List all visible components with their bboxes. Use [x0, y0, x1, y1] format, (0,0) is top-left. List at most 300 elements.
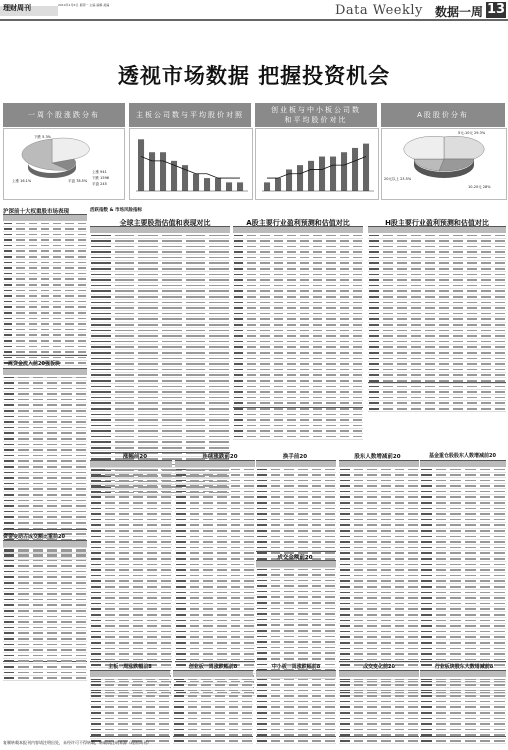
table-cell: [91, 608, 101, 610]
table-cell: [408, 695, 418, 697]
table-cell: [115, 447, 135, 449]
table-row: [339, 739, 419, 745]
table-cell: [312, 596, 322, 598]
table-cell: [209, 369, 229, 371]
table-cell: [105, 608, 115, 610]
table-cell: [383, 335, 393, 337]
table-cell: [494, 679, 505, 681]
brand-logo: 理财周刊: [3, 4, 31, 12]
table-cell: [132, 690, 142, 692]
table-cell: [436, 592, 447, 594]
table-cell: [18, 677, 28, 679]
table-cell: [231, 653, 241, 655]
table-cell: [209, 374, 229, 376]
table-cell: [340, 536, 350, 538]
table-cell: [421, 648, 432, 650]
table-cell: [47, 582, 57, 584]
table-cell: [47, 604, 57, 606]
table-cell: [397, 341, 407, 343]
table-cell: [480, 648, 491, 650]
table-cell: [146, 723, 156, 725]
table-cell: [188, 706, 198, 708]
table-cell: [354, 636, 364, 638]
table-cell: [217, 552, 227, 554]
table-cell: [53, 290, 61, 292]
table-cell: [162, 346, 182, 348]
table-cell: [298, 513, 308, 515]
table-cell: [284, 658, 294, 660]
table-cell: [247, 402, 256, 404]
table-cell: [147, 552, 157, 554]
table-cell: [340, 729, 350, 731]
table-cell: [381, 684, 391, 686]
table-cell: [340, 706, 350, 708]
table-cell: [450, 653, 461, 655]
table-cell: [408, 519, 418, 521]
table-cell: [340, 636, 350, 638]
table-cell: [411, 279, 421, 281]
table-cell: [425, 397, 435, 399]
table-cell: [260, 346, 269, 348]
table-cell: [325, 658, 335, 660]
table-cell: [115, 391, 135, 393]
table-cell: [453, 386, 463, 388]
table-cell: [201, 718, 211, 720]
table-cell: [467, 352, 477, 354]
table-cell: [78, 306, 86, 308]
table-cell: [201, 729, 211, 731]
table-cell: [33, 438, 43, 440]
table-cell: [119, 636, 129, 638]
table-cell: [119, 625, 129, 627]
table-cell: [47, 672, 57, 674]
table-cell: [18, 399, 28, 401]
table-cell: [190, 625, 200, 627]
table-cell: [325, 712, 335, 714]
table-cell: [326, 324, 335, 326]
table-cell: [408, 536, 418, 538]
table-cell: [354, 653, 364, 655]
table-cell: [313, 235, 322, 237]
table-cell: [425, 330, 435, 332]
table-cell: [425, 346, 435, 348]
pie1-legend-down: 下跌 1596: [92, 176, 110, 180]
table-cell: [53, 301, 61, 303]
table-cell: [244, 536, 254, 538]
table-cell: [16, 346, 24, 348]
table-cell: [16, 329, 24, 331]
table-cell: [147, 648, 157, 650]
table-cell: [381, 597, 391, 599]
table-cell: [257, 596, 267, 598]
table-cell: [340, 363, 349, 365]
table-cell: [284, 547, 294, 549]
table-cell: [381, 552, 391, 554]
table-cell: [450, 631, 461, 633]
table-cell: [176, 502, 186, 504]
table-cell: [421, 524, 432, 526]
table-cell: [33, 444, 43, 446]
table-cell: [217, 642, 227, 644]
table-cell: [115, 246, 135, 248]
table-cell: [257, 591, 267, 593]
table-cell: [425, 296, 435, 298]
table-cell: [76, 582, 86, 584]
table-cell: [383, 302, 393, 304]
table-cell: [209, 324, 229, 326]
table-cell: [78, 284, 86, 286]
table-cell: [381, 648, 391, 650]
table-cell: [229, 718, 239, 720]
table-cell: [425, 391, 435, 393]
table-cell: [439, 296, 449, 298]
table-cell: [41, 295, 49, 297]
table-cell: [176, 485, 186, 487]
table-cell: [257, 734, 267, 736]
table-cell: [161, 597, 171, 599]
table-cell: [354, 706, 364, 708]
table-cell: [247, 268, 256, 270]
table-cell: [439, 358, 449, 360]
table-cell: [115, 425, 135, 427]
table-cell: [325, 695, 335, 697]
table-cell: [162, 302, 182, 304]
table-cell: [381, 513, 391, 515]
table-cell: [340, 513, 350, 515]
table-cell: [340, 519, 350, 521]
table-cell: [480, 569, 491, 571]
table-cell: [186, 358, 206, 360]
table-cell: [47, 444, 57, 446]
table-cell: [91, 586, 101, 588]
table-cell: [313, 307, 322, 309]
table-cell: [16, 234, 24, 236]
table-cell: [480, 712, 491, 714]
table-cell: [41, 223, 49, 225]
table-cell: [408, 508, 418, 510]
table-cell: [453, 352, 463, 354]
table-cell: [18, 388, 28, 390]
table-cell: [340, 485, 350, 487]
table-cell: [425, 341, 435, 343]
table-cell: [244, 653, 254, 655]
table-cell: [244, 592, 254, 594]
table-cell: [271, 485, 281, 487]
table-cell: [33, 500, 43, 502]
table-cell: [325, 474, 335, 476]
table-cell: [313, 369, 322, 371]
table-cell: [450, 547, 461, 549]
table-cell: [467, 358, 477, 360]
table-cell: [138, 268, 158, 270]
table-cell: [257, 574, 267, 576]
table-cell: [138, 318, 158, 320]
table-cell: [33, 588, 43, 590]
table-cell: [33, 516, 43, 518]
table-cell: [367, 723, 377, 725]
table-cell: [18, 421, 28, 423]
table-cell: [161, 508, 171, 510]
table-cell: [481, 257, 491, 259]
table-cell: [411, 235, 421, 237]
table-cell: [53, 312, 61, 314]
table-cell: [29, 329, 37, 331]
table-cell: [4, 399, 14, 401]
table-cell: [231, 636, 241, 638]
table-cell: [465, 536, 476, 538]
table-cell: [257, 536, 267, 538]
table-cell: [217, 569, 227, 571]
table-cell: [231, 614, 241, 616]
table-cell: [91, 508, 101, 510]
table-cell: [186, 285, 206, 287]
table-cell: [312, 536, 322, 538]
table-cell: [450, 558, 461, 560]
table-cell: [119, 631, 129, 633]
table-cell: [147, 614, 157, 616]
table-cell: [287, 414, 296, 416]
table-cell: [260, 380, 269, 382]
table-cell: [215, 740, 225, 742]
table-cell: [229, 723, 239, 725]
table-cell: [260, 414, 269, 416]
table-cell: [313, 402, 322, 404]
bar-mark: [319, 157, 325, 191]
table-cell: [300, 318, 309, 320]
table-cell: [247, 318, 256, 320]
table-cell: [16, 223, 24, 225]
table-cell: [119, 502, 129, 504]
table-cell: [4, 560, 14, 562]
table-cell: [33, 388, 43, 390]
table-cell: [147, 541, 157, 543]
table-cell: [247, 391, 256, 393]
table-cell: [33, 638, 43, 640]
table-cell: [298, 508, 308, 510]
table-cell: [467, 408, 477, 410]
table-cell: [234, 307, 243, 309]
table-cell: [209, 296, 229, 298]
table-cell: [18, 638, 28, 640]
table-cell: [436, 541, 447, 543]
table-cell: [436, 648, 447, 650]
table-cell: [78, 278, 86, 280]
table-cell: [138, 279, 158, 281]
table-cell: [29, 318, 37, 320]
table-cell: [439, 408, 449, 410]
table-cell: [91, 547, 101, 549]
table-cell: [4, 256, 12, 258]
table-cell: [91, 734, 101, 736]
table-cell: [465, 597, 476, 599]
table-cell: [244, 620, 254, 622]
table-cell: [274, 425, 283, 427]
table-cell: [312, 580, 322, 582]
table-cell: [271, 652, 281, 654]
table-cell: [260, 246, 269, 248]
table-cell: [133, 625, 143, 627]
table-cell: [340, 374, 349, 376]
table-cell: [231, 524, 241, 526]
table-cell: [397, 318, 407, 320]
table-cell: [29, 284, 37, 286]
table-cell: [395, 723, 405, 725]
table-cell: [465, 586, 476, 588]
table-cell: [367, 508, 377, 510]
table-cell: [16, 306, 24, 308]
table-cell: [300, 335, 309, 337]
table-cell: [326, 352, 335, 354]
table-cell: [436, 485, 447, 487]
table-cell: [217, 480, 227, 482]
table-cell: [340, 346, 349, 348]
table-cell: [244, 508, 254, 510]
table-cell: [133, 541, 143, 543]
table-cell: [133, 519, 143, 521]
table-cell: [132, 684, 142, 686]
table-cell: [453, 251, 463, 253]
table-cell: [325, 485, 335, 487]
table-cell: [354, 740, 364, 742]
table-cell: [47, 494, 57, 496]
table-cell: [105, 614, 115, 616]
table-cell: [325, 647, 335, 649]
table-cell: [162, 296, 182, 298]
table-cell: [115, 346, 135, 348]
table-cell: [147, 508, 157, 510]
table-cell: [118, 679, 128, 681]
table-cell: [495, 302, 505, 304]
table-cell: [274, 313, 283, 315]
table-cell: [436, 712, 447, 714]
table-cell: [381, 502, 391, 504]
table-cell: [450, 480, 461, 482]
table-cell: [78, 290, 86, 292]
table-cell: [209, 302, 229, 304]
table-cell: [274, 262, 283, 264]
table-cell: [234, 313, 243, 315]
table-cell: [397, 386, 407, 388]
table-cell: [161, 575, 171, 577]
table-cell: [421, 684, 432, 686]
table-cell: [408, 530, 418, 532]
table-cell: [231, 575, 241, 577]
table-cell: [91, 706, 101, 708]
table-cell: [138, 341, 158, 343]
table-cell: [353, 240, 362, 242]
table-cell: [18, 382, 28, 384]
table-cell: [78, 228, 86, 230]
table-cell: [33, 511, 43, 513]
table-cell: [312, 712, 322, 714]
table-cell: [397, 363, 407, 365]
table-cell: [53, 318, 61, 320]
table-cell: [119, 580, 129, 582]
table-cell: [436, 536, 447, 538]
table-cell: [354, 547, 364, 549]
table-cell: [495, 397, 505, 399]
table-cell: [41, 256, 49, 258]
table-cell: [229, 712, 239, 714]
table-cell: [247, 251, 256, 253]
table-cell: [408, 706, 418, 708]
table-cell: [467, 318, 477, 320]
page-title: 透视市场数据 把握投资机会: [117, 64, 391, 88]
table-cell: [425, 324, 435, 326]
table-cell: [326, 436, 335, 438]
table-cell: [41, 273, 49, 275]
table-cell: [260, 419, 269, 421]
table-cell: [119, 508, 129, 510]
table-cell: [18, 599, 28, 601]
table-cell: [61, 604, 71, 606]
table-cell: [47, 427, 57, 429]
table-cell: [439, 369, 449, 371]
table-cell: [61, 638, 71, 640]
table-cell: [161, 648, 171, 650]
table-cell: [381, 659, 391, 661]
data-table: [173, 670, 253, 737]
table-cell: [353, 318, 362, 320]
table-cell: [453, 369, 463, 371]
table-cell: [105, 575, 115, 577]
table-cell: [425, 268, 435, 270]
table-cell: [4, 250, 12, 252]
table-cell: [325, 585, 335, 587]
table-cell: [340, 620, 350, 622]
table-cell: [176, 586, 186, 588]
table-cell: [47, 666, 57, 668]
table-cell: [260, 296, 269, 298]
table-cell: [495, 251, 505, 253]
table-cell: [481, 386, 491, 388]
table-cell: [298, 636, 308, 638]
table-cell: [231, 580, 241, 582]
table-cell: [425, 274, 435, 276]
table-cell: [467, 374, 477, 376]
table-cell: [300, 296, 309, 298]
table-cell: [146, 684, 156, 686]
table-cell: [47, 404, 57, 406]
table-row: [256, 739, 336, 745]
table-cell: [411, 246, 421, 248]
table-cell: [467, 397, 477, 399]
table-cell: [274, 369, 283, 371]
table-cell: [4, 593, 14, 595]
table-cell: [325, 536, 335, 538]
table-cell: [298, 652, 308, 654]
table-cell: [29, 239, 37, 241]
table-cell: [176, 620, 186, 622]
table-cell: [353, 335, 362, 337]
table-cell: [217, 496, 227, 498]
table-cell: [133, 536, 143, 538]
data-table: [420, 670, 506, 737]
table-cell: [61, 399, 71, 401]
table-cell: [298, 469, 308, 471]
table-cell: [383, 402, 393, 404]
table-cell: [284, 513, 294, 515]
table-cell: [186, 386, 206, 388]
table-cell: [91, 414, 111, 416]
table-cell: [105, 701, 115, 703]
table-cell: [161, 491, 171, 493]
table-cell: [209, 268, 229, 270]
table-cell: [242, 701, 252, 703]
table-cell: [326, 268, 335, 270]
table-cell: [436, 642, 447, 644]
table-cell: [91, 447, 111, 449]
